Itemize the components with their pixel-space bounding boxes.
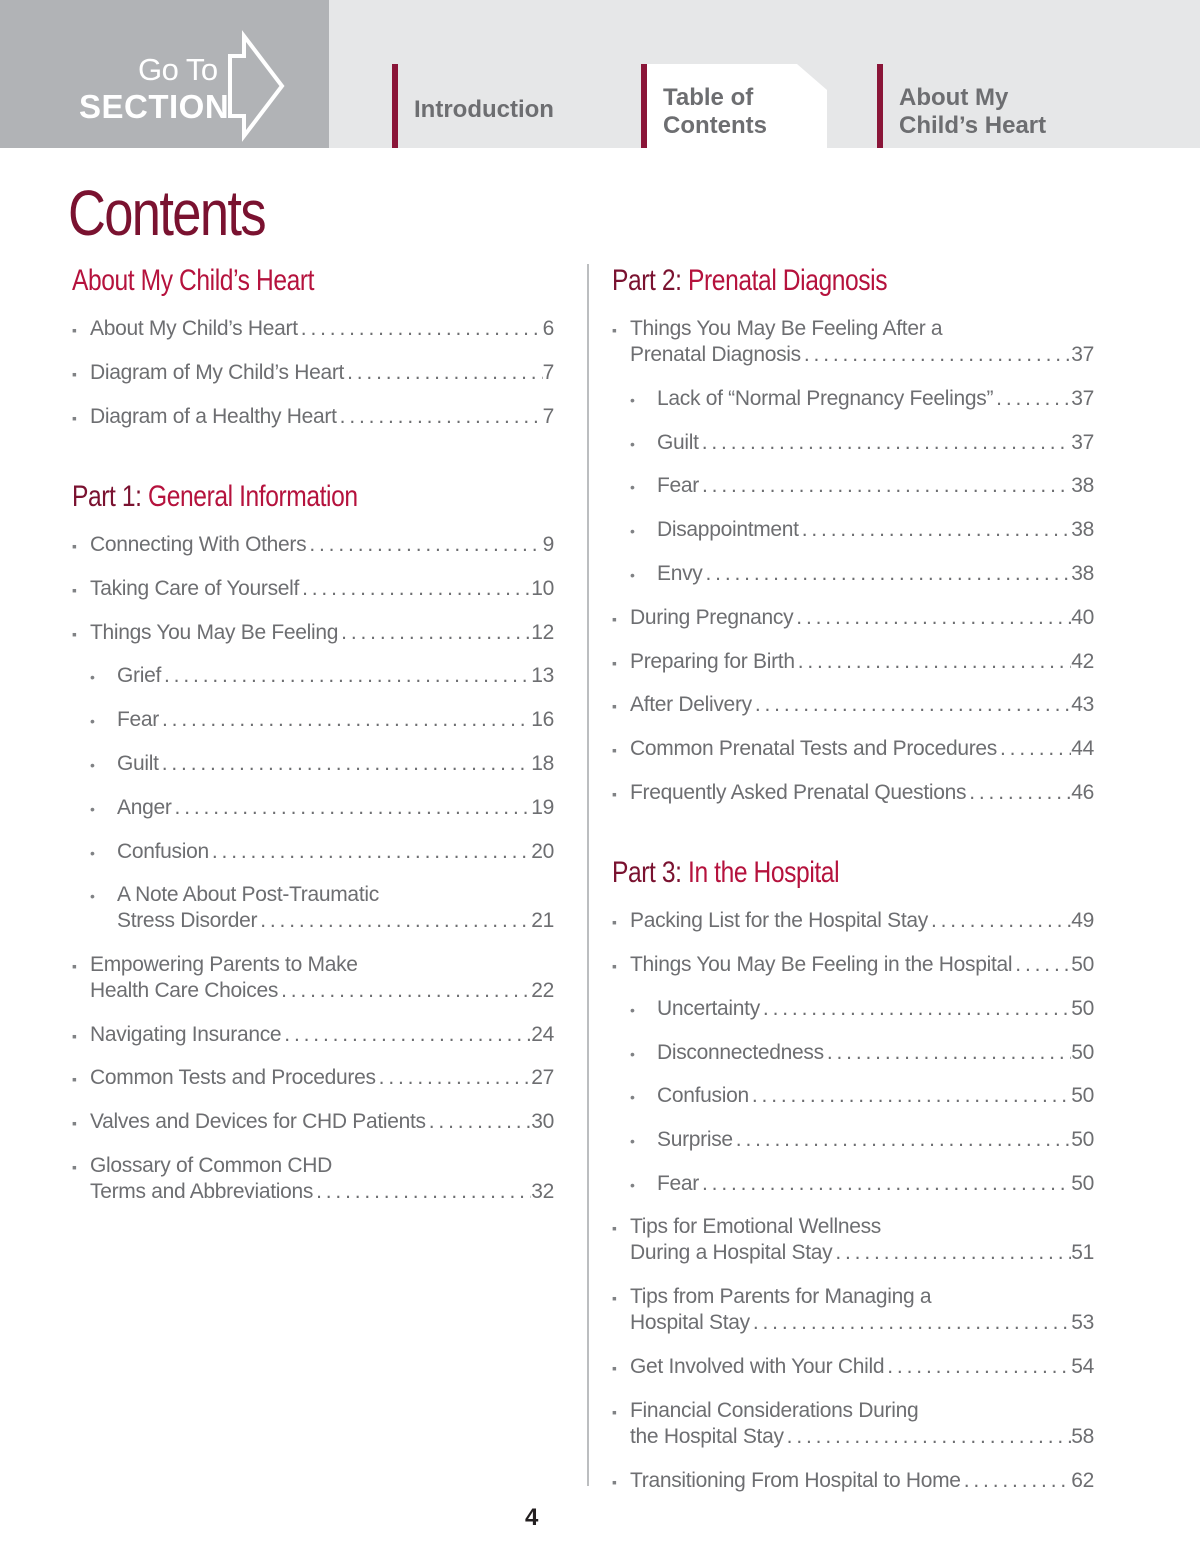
entry-title: Valves and Devices for CHD Patients — [90, 1110, 426, 1133]
round-bullet-icon: • — [630, 1133, 635, 1149]
dot-leader — [159, 707, 531, 733]
entry-page-number: 50 — [1071, 1084, 1094, 1107]
entry-row — [630, 649, 1094, 675]
entry-row — [657, 996, 1094, 1022]
tab-table-of-contents[interactable] — [641, 64, 827, 148]
round-bullet-icon: • — [90, 757, 95, 773]
entry-row — [90, 1065, 554, 1091]
dot-leader — [306, 532, 542, 558]
dot-leader — [733, 1127, 1071, 1153]
tab-marker — [877, 64, 883, 148]
dot-leader — [338, 620, 531, 646]
entry-row — [90, 316, 554, 342]
entry-row — [117, 663, 554, 689]
round-bullet-icon: • — [630, 436, 635, 452]
toc-entry-after-delivery[interactable] — [612, 692, 1094, 718]
toc-entry-anger[interactable] — [72, 795, 554, 821]
dot-leader — [278, 978, 531, 1004]
entry-title: Stress Disorder — [117, 909, 258, 932]
entry-page-number: 50 — [1071, 997, 1094, 1020]
entry-title: About My Child’s Heart — [90, 317, 298, 340]
round-bullet-icon: • — [630, 567, 635, 583]
square-bullet-icon: ▪ — [612, 958, 617, 974]
square-bullet-icon: ▪ — [72, 1028, 77, 1044]
tab-label: About My Child’s Heart — [899, 84, 1047, 139]
tab-marker — [641, 64, 647, 148]
entry-page-number: 50 — [1071, 1041, 1094, 1064]
dot-leader — [799, 517, 1072, 543]
dot-leader — [699, 1171, 1071, 1197]
square-bullet-icon: ▪ — [612, 655, 617, 671]
dot-leader — [699, 473, 1071, 499]
toc-entry-empowering-parents-to-make-health-care-choices[interactable] — [72, 952, 554, 1004]
toc-entry-tips-from-parents-for-managing-a-hospital-stay[interactable] — [612, 1284, 1094, 1336]
dot-leader — [376, 1065, 532, 1091]
entry-page-number: 37 — [1071, 343, 1094, 366]
entry-title: Common Tests and Procedures — [90, 1066, 376, 1089]
toc-entry-diagram-of-my-child-s-heart[interactable] — [72, 360, 554, 386]
dot-leader — [795, 649, 1072, 675]
dot-leader — [313, 1179, 531, 1205]
entry-title-line: Financial Considerations During — [630, 1399, 919, 1422]
section-heading-part3: Part 3: In the Hospital — [612, 856, 840, 889]
section-heading-part2: Part 2: Prenatal Diagnosis — [612, 264, 888, 297]
toc-entry-common-prenatal-tests-and-procedures[interactable] — [612, 736, 1094, 762]
toc-entry-packing-list-for-the-hospital-stay[interactable] — [612, 908, 1094, 934]
entry-title: After Delivery — [630, 693, 752, 716]
dot-leader — [760, 996, 1071, 1022]
entry-row — [90, 1109, 554, 1135]
entry-page-number: 62 — [1071, 1469, 1094, 1492]
entry-row — [630, 605, 1094, 631]
entry-page-number: 58 — [1071, 1425, 1094, 1448]
entry-page-number: 38 — [1071, 474, 1094, 497]
entry-row — [117, 707, 554, 733]
entry-title: During Pregnancy — [630, 606, 794, 629]
go-to-label: Go To — [138, 52, 218, 87]
entry-row — [90, 1022, 554, 1048]
entry-page-number: 50 — [1071, 1128, 1094, 1151]
entry-title: Guilt — [657, 431, 699, 454]
entry-title-line: A Note About Post-Traumatic — [117, 883, 379, 906]
entry-page-number: 53 — [1071, 1311, 1094, 1334]
toc-entry-surprise[interactable] — [612, 1127, 1094, 1153]
dot-leader — [699, 430, 1072, 456]
entry-row — [630, 1354, 1094, 1380]
entry-page-number: 7 — [542, 405, 554, 428]
entry-row — [657, 1040, 1094, 1066]
entry-row — [90, 978, 554, 1004]
dot-leader — [426, 1109, 531, 1135]
dot-leader — [966, 780, 1071, 806]
square-bullet-icon: ▪ — [72, 958, 77, 974]
dot-leader — [750, 1310, 1071, 1336]
square-bullet-icon: ▪ — [612, 611, 617, 627]
entry-page-number: 38 — [1071, 562, 1094, 585]
entry-title: Navigating Insurance — [90, 1023, 282, 1046]
dot-leader — [1012, 952, 1071, 978]
entry-row — [657, 386, 1094, 412]
round-bullet-icon: • — [630, 1002, 635, 1018]
square-bullet-icon: ▪ — [72, 322, 77, 338]
entry-page-number: 9 — [542, 533, 554, 556]
entry-page-number: 32 — [531, 1180, 554, 1203]
toc-entry-confusion[interactable] — [72, 839, 554, 865]
entry-title: Confusion — [657, 1084, 749, 1107]
entry-page-number: 21 — [531, 909, 554, 932]
toc-entry-common-tests-and-procedures[interactable] — [72, 1065, 554, 1091]
dot-leader — [172, 795, 532, 821]
dot-leader — [793, 605, 1071, 631]
section-heading-about: About My Child’s Heart — [72, 264, 315, 297]
entry-title: During a Hospital Stay — [630, 1241, 833, 1264]
entry-row — [117, 751, 554, 777]
square-bullet-icon: ▪ — [612, 1360, 617, 1376]
dot-leader — [299, 576, 531, 602]
entry-page-number: 7 — [542, 361, 554, 384]
toc-entry-taking-care-of-yourself[interactable] — [72, 576, 554, 602]
entry-title: Disconnectedness — [657, 1041, 824, 1064]
square-bullet-icon: ▪ — [72, 410, 77, 426]
entry-title: Grief — [117, 664, 162, 687]
entry-page-number: 50 — [1071, 1172, 1094, 1195]
section-label: SECTION — [79, 88, 230, 125]
square-bullet-icon: ▪ — [72, 1159, 77, 1175]
dot-leader — [257, 908, 531, 934]
entry-row — [90, 404, 554, 430]
square-bullet-icon: ▪ — [612, 786, 617, 802]
entry-row — [117, 795, 554, 821]
entry-row — [630, 692, 1094, 718]
entry-title: Surprise — [657, 1128, 733, 1151]
entry-title-line: Things You May Be Feeling After a — [630, 317, 943, 340]
tab-about-my-childs-heart[interactable] — [877, 64, 1177, 148]
toc-entry-disappointment[interactable] — [612, 517, 1094, 543]
entry-title-line: Empowering Parents to Make — [90, 953, 358, 976]
dot-leader — [344, 360, 543, 386]
square-bullet-icon: ▪ — [72, 366, 77, 382]
entry-row — [630, 1240, 1094, 1266]
entry-title: Things You May Be Feeling — [90, 621, 339, 644]
entry-title: Connecting With Others — [90, 533, 307, 556]
entry-title: Prenatal Diagnosis — [630, 343, 801, 366]
entry-page-number: 19 — [531, 796, 554, 819]
toc-entry-valves-and-devices-for-chd-patients[interactable] — [72, 1109, 554, 1135]
toc-entry-about-my-child-s-heart[interactable] — [72, 316, 554, 342]
square-bullet-icon: ▪ — [72, 582, 77, 598]
square-bullet-icon: ▪ — [72, 626, 77, 642]
entry-title: Health Care Choices — [90, 979, 279, 1002]
entry-title: Fear — [657, 1172, 699, 1195]
entry-page-number: 10 — [531, 577, 554, 600]
entry-title: the Hospital Stay — [630, 1425, 784, 1448]
toc-entry-things-you-may-be-feeling-after-a-prenatal-diagnosis[interactable] — [612, 316, 1094, 368]
square-bullet-icon: ▪ — [612, 1290, 617, 1306]
round-bullet-icon: • — [630, 1089, 635, 1105]
entry-title: Transitioning From Hospital to Home — [630, 1469, 961, 1492]
toc-entry-uncertainty[interactable] — [612, 996, 1094, 1022]
toc-entry-fear[interactable] — [612, 1171, 1094, 1197]
round-bullet-icon: • — [630, 479, 635, 495]
entry-row — [657, 1127, 1094, 1153]
entry-page-number: 46 — [1071, 781, 1094, 804]
entry-row — [657, 561, 1094, 587]
tab-introduction[interactable] — [392, 64, 622, 148]
entry-title: Fear — [117, 708, 159, 731]
entry-title: Packing List for the Hospital Stay — [630, 909, 928, 932]
entry-page-number: 12 — [531, 621, 554, 644]
dot-leader — [209, 839, 531, 865]
arrow-right-icon — [226, 30, 288, 146]
entry-row — [117, 839, 554, 865]
toc-entry-lack-of-normal-pregnancy-feelings[interactable] — [612, 386, 1094, 412]
entry-title: Common Prenatal Tests and Procedures — [630, 737, 998, 760]
dot-leader — [703, 561, 1072, 587]
entry-title: Guilt — [117, 752, 159, 775]
entry-page-number: 43 — [1071, 693, 1094, 716]
entry-title: Diagram of My Child’s Heart — [90, 361, 345, 384]
toc-entry-connecting-with-others[interactable] — [72, 532, 554, 558]
round-bullet-icon: • — [630, 523, 635, 539]
toc-entry-fear[interactable] — [612, 473, 1094, 499]
entry-page-number: 13 — [531, 664, 554, 687]
entry-title: Frequently Asked Prenatal Questions — [630, 781, 967, 804]
entry-page-number: 37 — [1071, 387, 1094, 410]
entry-page-number: 20 — [531, 840, 554, 863]
entry-row — [657, 473, 1094, 499]
entry-title: Diagram of a Healthy Heart — [90, 405, 337, 428]
entry-row — [90, 620, 554, 646]
toc-entry-disconnectedness[interactable] — [612, 1040, 1094, 1066]
entry-row — [630, 736, 1094, 762]
entry-row — [630, 1424, 1094, 1450]
entry-page-number: 54 — [1071, 1355, 1094, 1378]
entry-title: Uncertainty — [657, 997, 760, 1020]
dot-leader — [281, 1022, 531, 1048]
entry-page-number: 24 — [531, 1023, 554, 1046]
dot-leader — [928, 908, 1071, 934]
toc-entry-tips-for-emotional-wellness-during-a-hospital-stay[interactable] — [612, 1214, 1094, 1266]
toc-entry-during-pregnancy[interactable] — [612, 605, 1094, 631]
entry-title-line: Glossary of Common CHD — [90, 1154, 332, 1177]
entry-title: Taking Care of Yourself — [90, 577, 300, 600]
entry-page-number: 22 — [531, 979, 554, 1002]
entry-title: Terms and Abbreviations — [90, 1180, 314, 1203]
entry-row — [90, 576, 554, 602]
entry-title: Confusion — [117, 840, 209, 863]
round-bullet-icon: • — [90, 801, 95, 817]
square-bullet-icon: ▪ — [612, 698, 617, 714]
entry-row — [657, 1171, 1094, 1197]
tab-marker — [392, 64, 398, 148]
square-bullet-icon: ▪ — [612, 1220, 617, 1236]
toc-entry-glossary-of-common-chd-terms-and-abbreviations[interactable] — [72, 1153, 554, 1205]
round-bullet-icon: • — [630, 1177, 635, 1193]
entry-title: Preparing for Birth — [630, 650, 795, 673]
dot-leader — [884, 1354, 1071, 1380]
toc-entry-a-note-about-post-traumatic-stress-disorder[interactable] — [72, 882, 554, 934]
toc-entry-grief[interactable] — [72, 663, 554, 689]
dot-leader — [997, 736, 1071, 762]
entry-title-line: Tips for Emotional Wellness — [630, 1215, 881, 1238]
square-bullet-icon: ▪ — [612, 322, 617, 338]
go-to-section-button[interactable] — [0, 0, 329, 148]
toc-entry-frequently-asked-prenatal-questions[interactable] — [612, 780, 1094, 806]
dot-leader — [824, 1040, 1071, 1066]
entry-row — [117, 908, 554, 934]
dot-leader — [832, 1240, 1071, 1266]
column-divider — [587, 264, 589, 1486]
entry-row — [630, 1468, 1094, 1494]
entry-row — [90, 1179, 554, 1205]
entry-title: Anger — [117, 796, 172, 819]
entry-page-number: 27 — [531, 1066, 554, 1089]
entry-row — [630, 342, 1094, 368]
toc-entry-things-you-may-be-feeling-in-the-hospital[interactable] — [612, 952, 1094, 978]
toc-entry-fear[interactable] — [72, 707, 554, 733]
entry-title: Things You May Be Feeling in the Hospital — [630, 953, 1013, 976]
square-bullet-icon: ▪ — [72, 538, 77, 554]
entry-page-number: 51 — [1071, 1241, 1094, 1264]
toc-entry-get-involved-with-your-child[interactable] — [612, 1354, 1094, 1380]
entry-page-number: 6 — [542, 317, 554, 340]
page-title: Contents — [68, 177, 265, 249]
dot-leader — [337, 404, 543, 430]
square-bullet-icon: ▪ — [72, 1115, 77, 1131]
entry-row — [630, 952, 1094, 978]
dot-leader — [161, 663, 531, 689]
page-number: 4 — [525, 1504, 539, 1531]
entry-page-number: 42 — [1071, 650, 1094, 673]
entry-row — [657, 517, 1094, 543]
square-bullet-icon: ▪ — [612, 1474, 617, 1490]
entry-row — [657, 430, 1094, 456]
entry-page-number: 16 — [531, 708, 554, 731]
tab-label: Table of Contents — [663, 84, 767, 139]
entry-page-number: 30 — [531, 1110, 554, 1133]
toc-entry-envy[interactable] — [612, 561, 1094, 587]
round-bullet-icon: • — [90, 888, 95, 904]
entry-title: Lack of “Normal Pregnancy Feelings” — [657, 387, 994, 410]
entry-title-line: Tips from Parents for Managing a — [630, 1285, 932, 1308]
dot-leader — [801, 342, 1071, 368]
toc-entry-financial-considerations-during-the-hospital-stay[interactable] — [612, 1398, 1094, 1450]
round-bullet-icon: • — [630, 392, 635, 408]
round-bullet-icon: • — [90, 713, 95, 729]
entry-page-number: 37 — [1071, 431, 1094, 454]
entry-row — [630, 1310, 1094, 1336]
toc-entry-confusion[interactable] — [612, 1083, 1094, 1109]
square-bullet-icon: ▪ — [72, 1071, 77, 1087]
section-heading-part1: Part 1: General Information — [72, 480, 358, 513]
entry-title: Disappointment — [657, 518, 799, 541]
entry-row — [657, 1083, 1094, 1109]
entry-page-number: 38 — [1071, 518, 1094, 541]
dot-leader — [961, 1468, 1072, 1494]
toc-entry-guilt[interactable] — [72, 751, 554, 777]
round-bullet-icon: • — [630, 1046, 635, 1062]
entry-page-number: 49 — [1071, 909, 1094, 932]
toc-entry-guilt[interactable] — [612, 430, 1094, 456]
entry-title: Envy — [657, 562, 703, 585]
entry-row — [630, 908, 1094, 934]
round-bullet-icon: • — [90, 845, 95, 861]
square-bullet-icon: ▪ — [612, 742, 617, 758]
entry-row — [630, 780, 1094, 806]
entry-title: Fear — [657, 474, 699, 497]
dot-leader — [749, 1083, 1071, 1109]
toc-entry-things-you-may-be-feeling[interactable] — [72, 620, 554, 646]
round-bullet-icon: • — [90, 669, 95, 685]
entry-row — [90, 360, 554, 386]
toc-entry-transitioning-from-hospital-to-home[interactable] — [612, 1468, 1094, 1494]
dot-leader — [752, 692, 1071, 718]
dot-leader — [159, 751, 532, 777]
entry-page-number: 50 — [1071, 953, 1094, 976]
entry-page-number: 18 — [531, 752, 554, 775]
section-navigation-bar — [0, 0, 1200, 148]
entry-title: Hospital Stay — [630, 1311, 750, 1334]
toc-entry-diagram-of-a-healthy-heart[interactable] — [72, 404, 554, 430]
entry-page-number: 44 — [1071, 737, 1094, 760]
square-bullet-icon: ▪ — [612, 914, 617, 930]
dot-leader — [298, 316, 543, 342]
square-bullet-icon: ▪ — [612, 1404, 617, 1420]
entry-title: Get Involved with Your Child — [630, 1355, 885, 1378]
dot-leader — [784, 1424, 1072, 1450]
dot-leader — [993, 386, 1071, 412]
tab-label: Introduction — [414, 96, 554, 123]
toc-entry-navigating-insurance[interactable] — [72, 1022, 554, 1048]
entry-row — [90, 532, 554, 558]
entry-page-number: 40 — [1071, 606, 1094, 629]
toc-entry-preparing-for-birth[interactable] — [612, 649, 1094, 675]
